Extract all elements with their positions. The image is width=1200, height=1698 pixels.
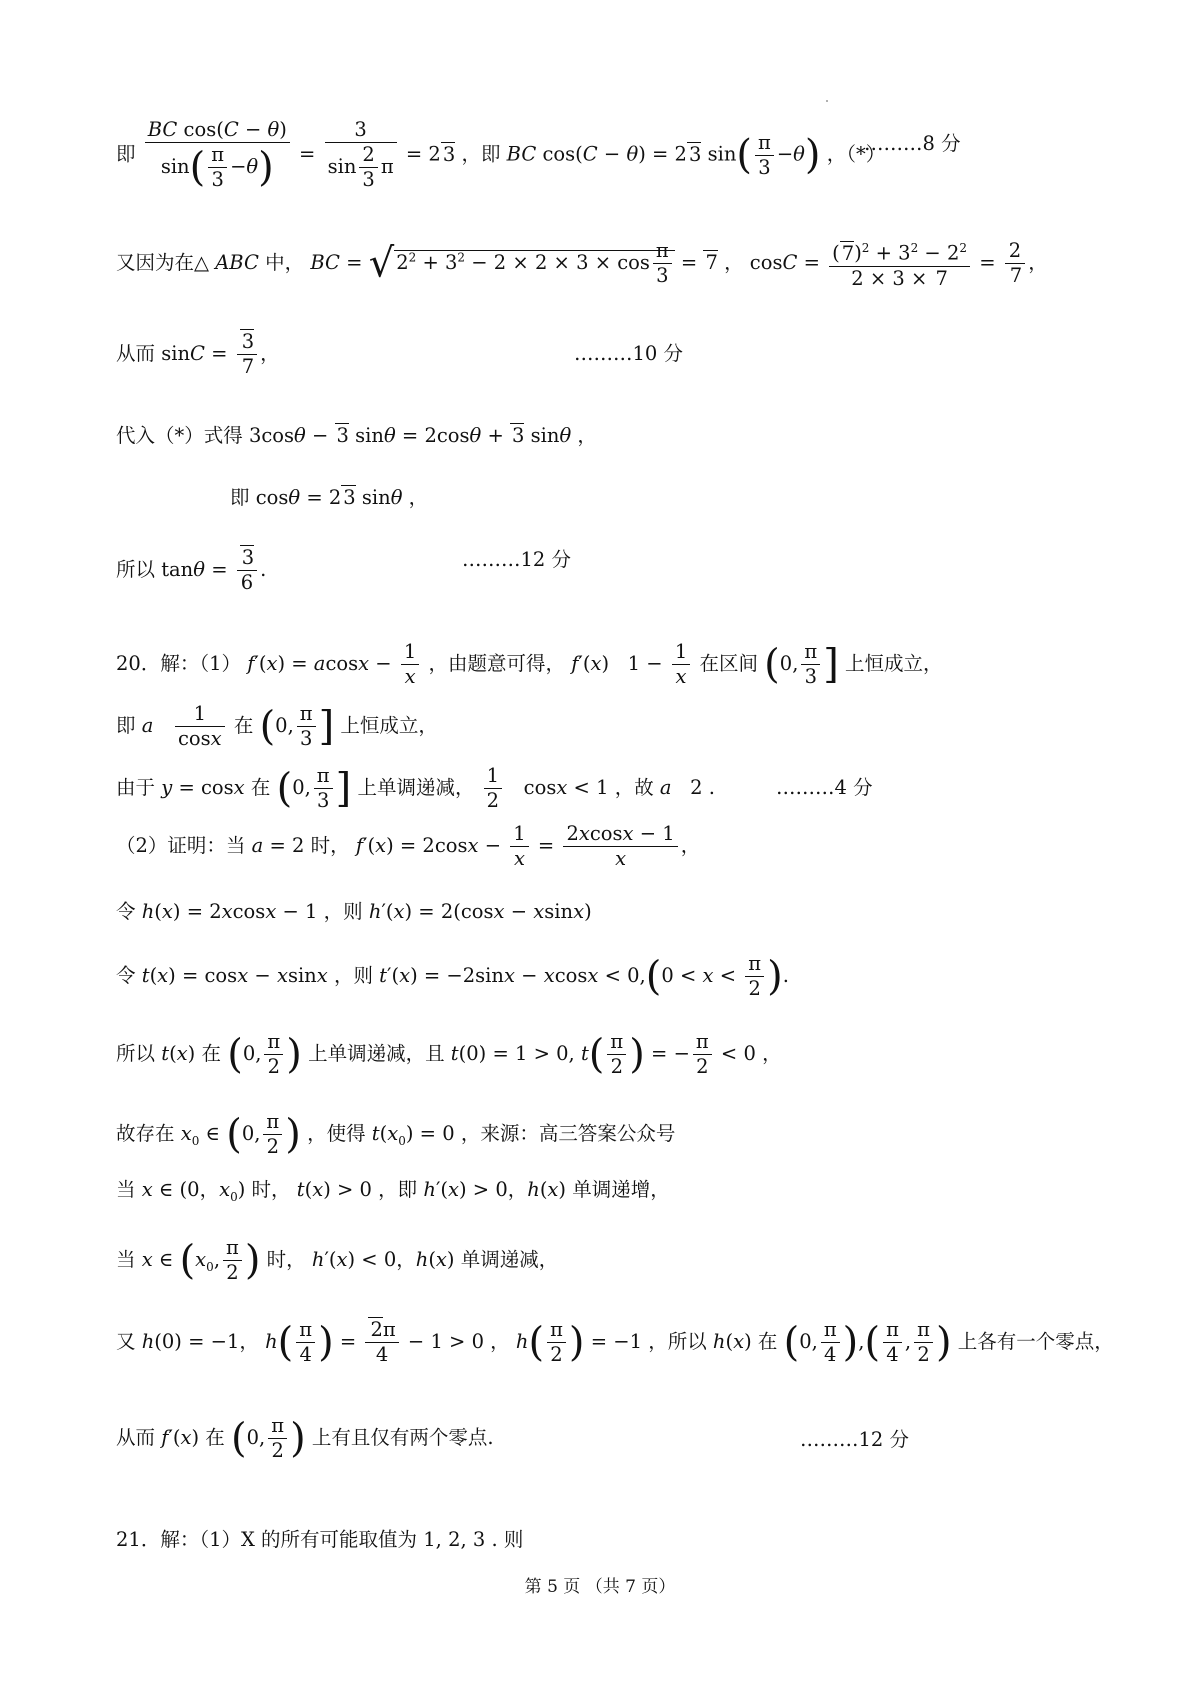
text-9d: ，故 — [614, 776, 654, 799]
text-star: ，（*） — [826, 142, 886, 166]
fraction-3-sin: 3 sin $\frac{2}{3}$ π — [325, 118, 397, 192]
text-8a: 即 — [116, 714, 136, 737]
line-17: 又 h(0) = −1， h( $\frac{\pi}{4}$ ) = $\frac{2\pi}{4}$ − 1 > 0 ， h( $\frac{\pi}{2}$ ) = −1 ，所以 h(x) 在 (0, $\frac{\pi}{4}$ ),( $\frac{\pi}{4}$ , $\frac{\pi}{2}$ ) 上各有一个零点， — [116, 1318, 1114, 1366]
score-12b: ………12 分 — [800, 1428, 910, 1451]
text-10a: （2）证明：当 — [116, 834, 246, 857]
fraction-cosc: $\frac{( 7)^2 + 3^2 - 2^2}{2 \times 3 \times 7}$ — [829, 236, 970, 291]
text-13b: 在 — [201, 1042, 221, 1065]
line-18: 从而 f′(x) 在 (0, $\frac{\pi}{2}$ ) 上有且仅有两个零点. — [116, 1414, 494, 1462]
line-16: 当 x ∈ ($x_0$, $\frac{\pi}{2}$ ) 时， h′(x) < 0，h(x) 单调递减， — [116, 1236, 559, 1284]
line-8: 即 a $\frac{1}{\cos x}$ 在 (0, $\frac{\pi}{3}$ ] 上恒成立， — [116, 702, 438, 750]
text-18c: 上有且仅有两个零点. — [311, 1426, 494, 1449]
line-7: 20．解：（1） f′(x) = acosx − $\frac{1}{x}$ ，由题意可得， f′(x) 1 − $\frac{1}{x}$ 在区间 (0, $\frac{\pi}{3}$ ] 上恒成立， — [116, 640, 943, 688]
score-4: ………4 分 — [776, 776, 873, 799]
fraction-bc-cos: BC cos(C − θ) sin( $\frac{\pi}{3}$ −θ) — [145, 118, 290, 192]
page-footer: 第 5 页 （共 7 页） — [524, 1577, 676, 1597]
line-14: 故存在 $x_0$ ∈ (0, $\frac{\pi}{2}$ ) ，使得 $t(x_0) = 0$ ，来源：高三答案公众号 — [116, 1110, 676, 1158]
text-15c: ，即 — [378, 1178, 418, 1201]
text-2b: 中， — [265, 250, 305, 274]
text-18a: 从而 — [116, 1426, 156, 1449]
text-7d: 上恒成立， — [845, 652, 943, 675]
line-11: 令 h(x) = 2xcosx − 1 ，则 h′(x) = 2(cosx − xsinx) — [116, 900, 592, 923]
text-19a: 21．解：（1）X 的所有可能取值为 — [116, 1528, 418, 1551]
text-19c: . 则 — [491, 1528, 524, 1551]
line-6: 所以 tanθ = $\frac{3}{6}$ . — [116, 546, 267, 594]
text-6a: 所以 — [116, 558, 156, 581]
line-1: 即 BC cos(C − θ) sin( $\frac{\pi}{3}$ −θ) = 3 sin $\frac{2}{3}$ π = 2 3 ，即 BC cos(C − θ) = 2 3 sin( $\frac{\pi}{3}$ −θ) ，（*） — [116, 118, 886, 191]
score-8: ………8 分 — [864, 132, 961, 155]
text-17d: 上各有一个零点， — [957, 1330, 1114, 1353]
text-8c: 上恒成立， — [340, 714, 438, 737]
line-2: 又因为在△ ABC 中， BC = √ $2^2 + 3^2 - 2 \times 2 \times 3 \times \cos$ $\frac{\pi}{3}$ = 7 ， cosC = $\frac{( 7)^2 + 3^2 - 2^2}{2 \times 3 \times 7}$ = $\frac{2}{7}$ ， — [116, 236, 1048, 291]
text-18b: 在 — [205, 1426, 225, 1449]
text-8b: 在 — [233, 714, 254, 737]
text-9c: 上单调递减， — [357, 776, 475, 799]
text-9a: 由于 — [116, 776, 156, 799]
line-12: 令 t(x) = cosx − xsinx ，则 t′(x) = −2sinx − xcosx < 0,(0 < x < $\frac{\pi}{2}$ ). — [116, 952, 789, 1000]
text-13a: 所以 — [116, 1042, 156, 1065]
text-15a: 当 — [116, 1178, 136, 1201]
text-13c: 上单调递减，且 — [308, 1042, 445, 1065]
text-7c: 在区间 — [699, 652, 758, 675]
text-2a: 又因为在△ — [116, 250, 209, 274]
line-19 — [116, 1526, 523, 1554]
text-11b: ，则 — [323, 900, 363, 923]
text-4a: 代入（*）式得 — [116, 424, 243, 447]
line-5: 即 cosθ = 2 3 sinθ ， — [230, 486, 429, 509]
text-12b: ，则 — [333, 964, 373, 987]
text-11a: 令 — [116, 900, 136, 923]
score-10: ………10 分 — [574, 342, 684, 365]
text-17c: 在 — [757, 1330, 778, 1353]
speck-dot — [826, 100, 828, 102]
text-16c: 单调递减， — [460, 1248, 559, 1271]
text-9b: 在 — [250, 776, 271, 799]
text-12a: 令 — [116, 964, 136, 987]
line-13: 所以 t(x) 在 (0, $\frac{\pi}{2}$ ) 上单调递减，且 t(0) = 1 > 0, t( $\frac{\pi}{2}$ ) = − $\frac{\pi}{2}$ < 0 ， — [116, 1030, 782, 1078]
text-5a: 即 — [230, 486, 250, 509]
text-16a: 当 — [116, 1248, 136, 1271]
text-ji2: ，即 — [461, 142, 501, 166]
score-12a: ………12 分 — [462, 548, 572, 571]
line-9: 由于 y = cosx 在 (0, $\frac{\pi}{3}$ ] 上单调递减， $\frac{1}{2}$ cosx < 1 ，故 a 2 . — [116, 764, 715, 812]
line-3: 从而 sinC = $\frac{3}{7}$ ， — [116, 330, 280, 378]
text-16b: 时， — [266, 1248, 306, 1271]
text-19b: 1, 2, 3 — [423, 1528, 486, 1551]
text-10b: 时， — [310, 834, 350, 857]
line-15: 当 x ∈ (0，$x_0$) 时， t(x) > 0 ，即 h′(x) > 0，h(x) 单调递增， — [116, 1178, 670, 1204]
text-14b: ，使得 — [307, 1122, 366, 1145]
text-ji: 即 — [116, 142, 136, 166]
text-17b: ，所以 — [648, 1330, 707, 1353]
text-3a: 从而 — [116, 342, 156, 365]
text-14a: 故存在 — [116, 1122, 175, 1145]
text-7b: ，由题意可得， — [428, 652, 565, 675]
line-10: （2）证明：当 a = 2 时， f′(x) = 2cosx − $\frac{1}{x}$ = $\frac{2xcosx - 1}{x}$ ， — [116, 822, 701, 870]
text-15d: 单调递增， — [572, 1178, 670, 1201]
text-17a: 又 — [116, 1330, 136, 1353]
text-14c: ，来源：高三答案公众号 — [460, 1122, 676, 1145]
text-15b: 时， — [251, 1178, 291, 1201]
text-7a: 20．解：（1） — [116, 652, 241, 675]
line-4: 代入（*）式得 3cosθ − 3 sinθ = 2cosθ + 3 sinθ ， — [116, 424, 597, 447]
